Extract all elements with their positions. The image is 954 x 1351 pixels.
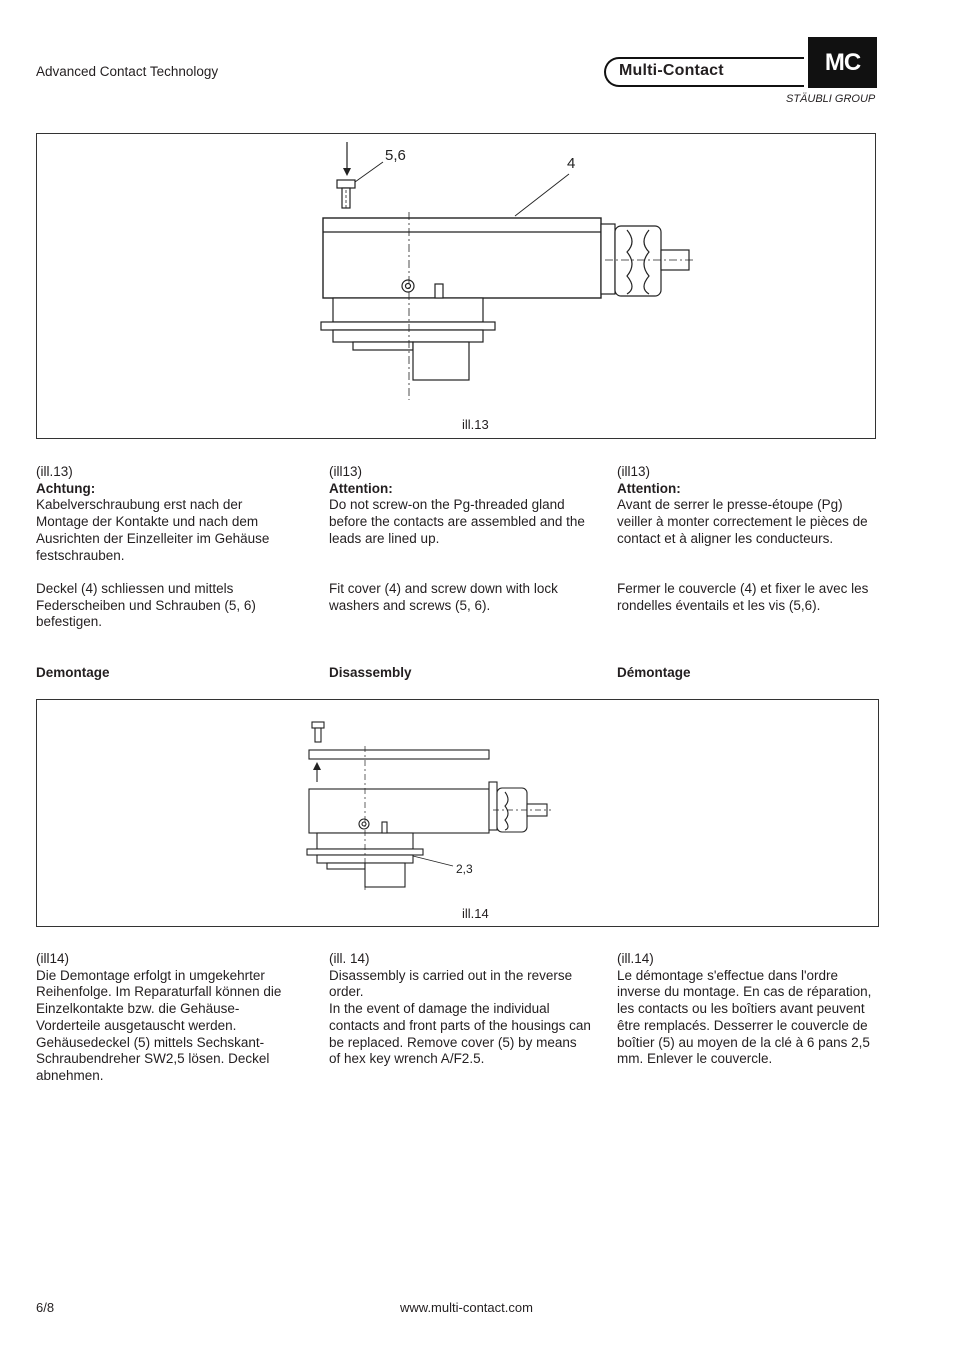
column-de-ill13 — [36, 464, 298, 631]
callout-parts: 2,3 — [456, 862, 473, 876]
text-fr-1: Avant de serrer le presse-étoupe (Pg) veiller à monter correctement le pièces de contact et à aligner les conducteurs. — [617, 497, 868, 546]
column-de-ill14 — [36, 951, 292, 1085]
text-fr-2: Fermer le couvercle (4) et fixer le avec les rondelles éventails et les vis (5,6). — [617, 580, 869, 613]
brand-logo: MC — [808, 37, 877, 88]
figure-caption-ill14: ill.14 — [462, 906, 489, 921]
heading-fr: Attention: — [617, 480, 681, 496]
heading-en: Attention: — [329, 480, 393, 496]
figure-caption-ill13: ill.13 — [462, 417, 489, 432]
column-fr-ill14 — [617, 951, 873, 1068]
text-en-1: Do not screw-on the Pg-threaded gland before the contacts are assembled and the leads are lined up. — [329, 497, 585, 546]
section-heading-de: Demontage — [36, 665, 110, 680]
column-fr-ill13 — [617, 464, 877, 614]
ref-de-2: (ill14) — [36, 951, 70, 966]
footer-url[interactable]: www.multi-contact.com — [400, 1300, 533, 1315]
callout-screws: 5,6 — [385, 147, 406, 164]
brand-group: STÄUBLI GROUP — [786, 93, 876, 105]
text-de-2: Deckel (4) schliessen und mittels Federscheiben und Schrauben (5, 6) befestigen. — [36, 580, 256, 630]
section-heading-en: Disassembly — [329, 665, 412, 680]
text-fr-3: Le démontage s'effectue dans l'ordre inverse du montage. En cas de réparation, les contacts ou les boîtiers avant peuvent être remplacés. Desserrer le couvercle de boîtier (5) au moyen de la clé à 6 pans 2,5 mm. Enlever le couvercle. — [617, 967, 872, 1067]
text-de-1: Kabelverschraubung erst nach der Montage der Kontakte und nach dem Ausrichten der Einzelleiter im Gehäuse festschrauben. — [36, 497, 270, 563]
brand-wordmark: Multi-Contact — [619, 62, 724, 79]
text-en-4: In the event of damage the individual contacts and front parts of the housings can be replaced. Remove cover (5) by means of hex key wrench A/F2.5. — [329, 1001, 591, 1067]
figure-ill14 — [36, 699, 879, 927]
section-heading-fr: Démontage — [617, 665, 691, 680]
text-de-3: Die Demontage erfolgt in umgekehrter Reihenfolge. Im Reparaturfall können die Einzelkontakte bzw. die Gehäuse-Vorderteile ausgetauscht werden. Gehäusedeckel (5) mittels Sechskant-Schraubendreher SW2,5 lösen. Deckel abnehmen. — [36, 967, 282, 1083]
text-en-3: Disassembly is carried out in the reverse order. — [329, 967, 573, 1000]
drawing-ill13 — [37, 134, 875, 438]
text-en-2: Fit cover (4) and screw down with lock washers and screws (5, 6). — [329, 580, 558, 613]
ref-en: (ill13) — [329, 464, 363, 479]
header-tagline: Advanced Contact Technology — [36, 64, 219, 79]
ref-fr: (ill13) — [617, 464, 651, 479]
heading-de: Achtung: — [36, 480, 96, 496]
drawing-ill14 — [37, 700, 878, 926]
callout-cover: 4 — [567, 155, 576, 172]
ref-de: (ill.13) — [36, 464, 73, 479]
column-en-ill14 — [329, 951, 591, 1068]
figure-ill13 — [36, 133, 876, 439]
ref-fr-2: (ill.14) — [617, 951, 654, 966]
column-en-ill13 — [329, 464, 594, 614]
ref-en-2: (ill. 14) — [329, 951, 370, 966]
page-number: 6/8 — [36, 1300, 55, 1315]
